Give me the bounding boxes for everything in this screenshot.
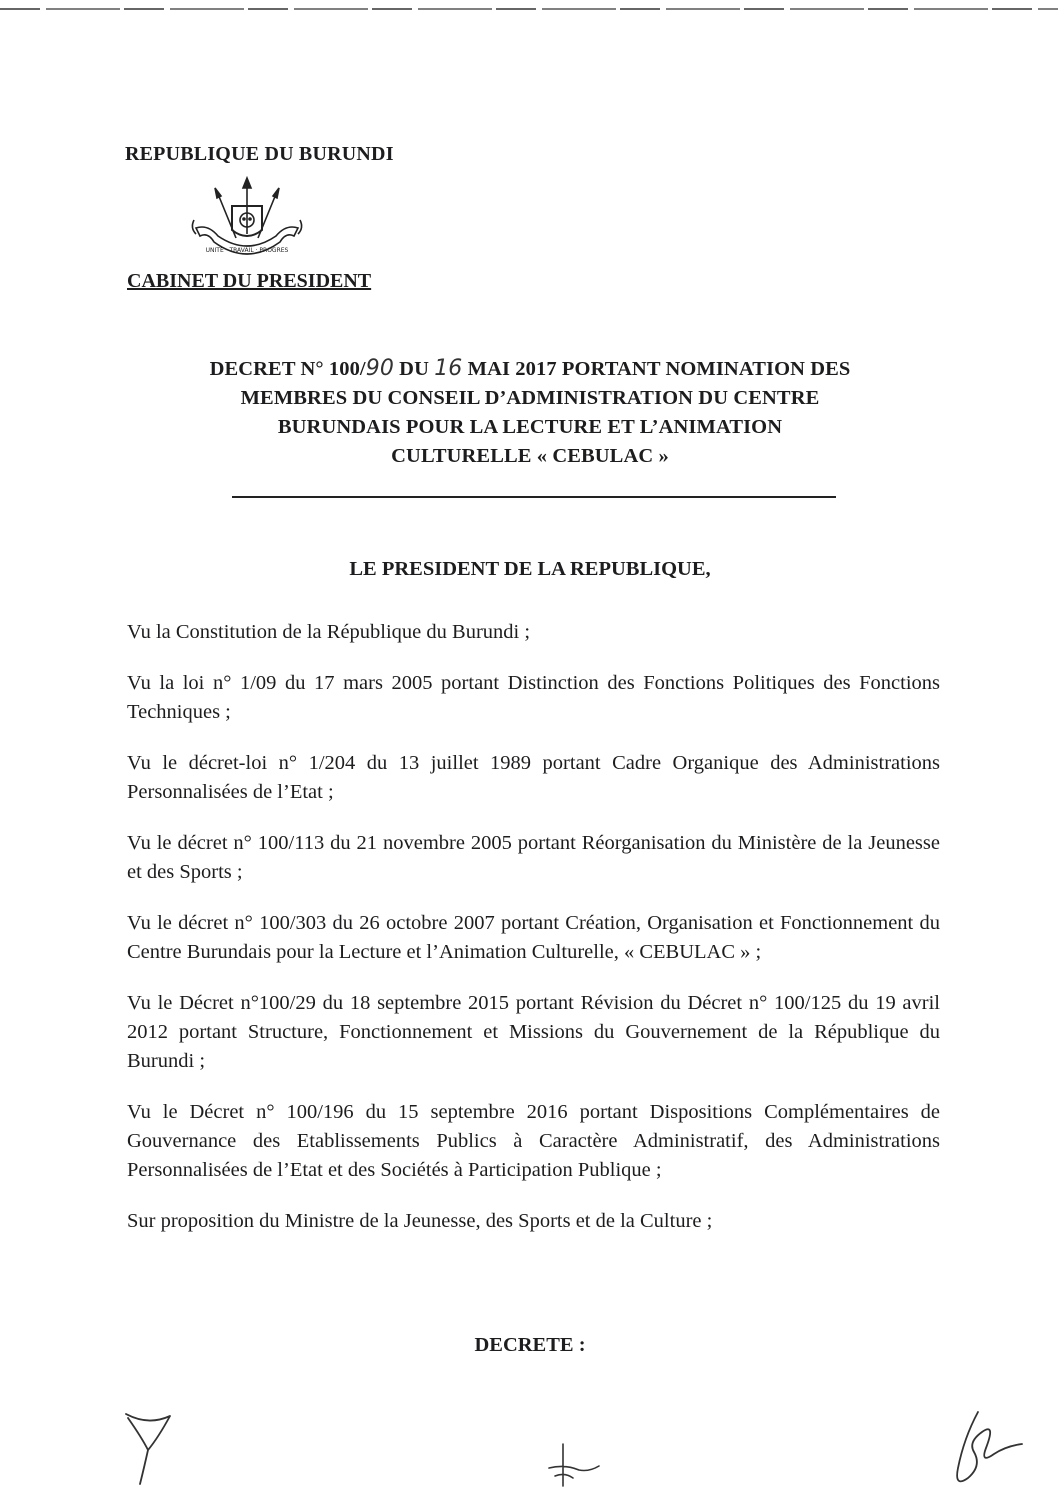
decree-prefix: DECRET N° 100/ — [209, 358, 366, 380]
visa-decret-100-196: Vu le Décret n° 100/196 du 15 septembre 2016 portant Dispositions Complémentaires de Gouvernance des Etablissements Publics à Caractère Administratif, des Administrations Personnalisées de l’Etat et des Sociétés à Participation Publique ; — [127, 1101, 940, 1181]
visa-decret-100-303: Vu le décret n° 100/303 du 26 octobre 2007 portant Création, Organisation et Fonctionnement du Centre Burundais pour la Lecture et l’Animation Culturelle, « CEBULAC » ; — [127, 912, 940, 963]
handwritten-initial-center — [545, 1440, 605, 1490]
decree-title — [120, 354, 940, 471]
decrete-heading: DECRETE : — [474, 1334, 586, 1356]
handwritten-decree-number: 90 — [365, 356, 394, 381]
decree-title-line-1-rest: MAI 2017 PORTANT NOMINATION DES — [462, 358, 851, 380]
visa-loi-1-09: Vu la loi n° 1/09 du 17 mars 2005 portant Distinction des Fonctions Politiques des Fonctions Techniques ; — [127, 672, 940, 723]
visa-proposition-ministre: Sur proposition du Ministre de la Jeunesse, des Sports et de la Culture ; — [127, 1210, 713, 1232]
decree-title-line-4: CULTURELLE « CEBULAC » — [391, 445, 669, 467]
letterhead — [125, 143, 465, 166]
handwritten-initial-right — [938, 1408, 1028, 1493]
handwritten-initial-left — [118, 1408, 188, 1488]
cabinet-name: CABINET DU PRESIDENT — [127, 270, 372, 292]
decree-title-line-2: MEMBRES DU CONSEIL D’ADMINISTRATION DU CENTRE — [240, 387, 820, 409]
handwritten-day: 16 — [434, 356, 463, 381]
visa-decret-loi-1-204: Vu le décret-loi n° 1/204 du 13 juillet 1989 portant Cadre Organique des Administrations Personnalisées de l’Etat ; — [127, 752, 940, 803]
decree-title-line-1 — [120, 354, 940, 384]
title-divider — [232, 496, 836, 498]
republic-name: REPUBLIQUE DU BURUNDI — [125, 143, 394, 165]
decree-title-line-3: BURUNDAIS POUR LA LECTURE ET L’ANIMATION — [277, 416, 783, 438]
motto-text: UNITE · TRAVAIL · PROGRES — [205, 247, 289, 254]
visas-section — [127, 618, 940, 1258]
president-heading: LE PRESIDENT DE LA REPUBLIQUE, — [349, 558, 711, 580]
scan-edge-line — [0, 8, 1058, 10]
visa-constitution: Vu la Constitution de la République du Burundi ; — [127, 621, 531, 643]
visa-decret-100-113: Vu le décret n° 100/113 du 21 novembre 2005 portant Réorganisation du Ministère de la Jeunesse et des Sports ; — [127, 832, 940, 883]
visa-decret-100-29: Vu le Décret n°100/29 du 18 septembre 2015 portant Révision du Décret n° 100/125 du 19 avril 2012 portant Structure, Fonctionnement et Missions du Gouvernement de la République du Burundi ; — [127, 992, 940, 1072]
decree-du: DU — [393, 358, 435, 380]
coat-of-arms-emblem — [188, 176, 306, 268]
